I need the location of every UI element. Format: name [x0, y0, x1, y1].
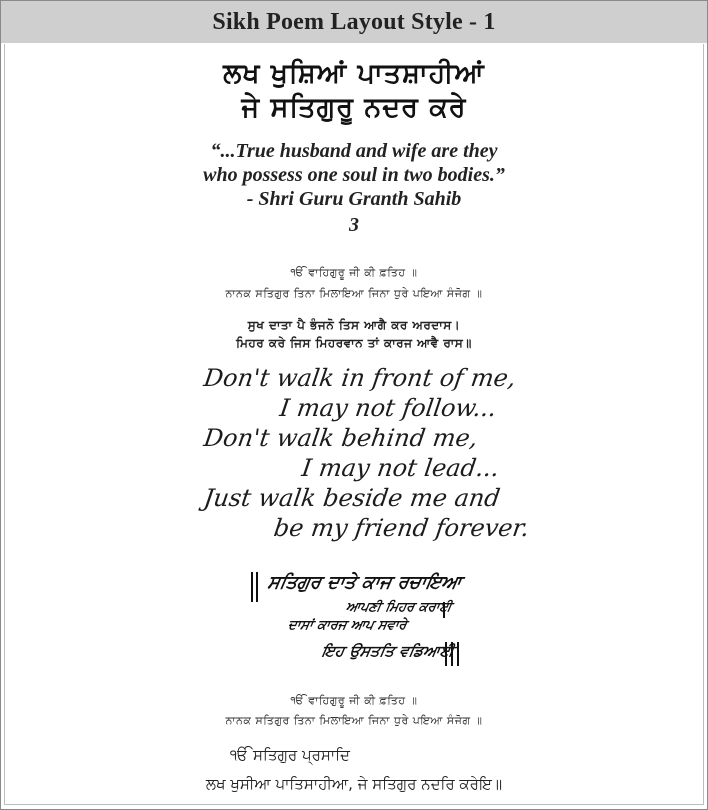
poem-line-1: Don't walk in front of me,	[202, 364, 518, 392]
poem-line-3: Don't walk behind me,	[202, 424, 480, 452]
poem-line-4: I may not lead...	[300, 454, 501, 482]
quote-line-1: “...True husband and wife are they	[210, 140, 498, 162]
calligraphy-line-3: ਦਾਸਾਂ ਕਾਰਜ ਆਪ ਸਵਾਰੇ	[286, 618, 408, 633]
poem-line-5: Just walk beside me and	[202, 484, 502, 512]
blessing-line-1: ੴ ਵਾਹਿਗੁਰੂ ਜੀ ਕੀ ਫ਼ਤਿਹ ॥	[290, 266, 418, 279]
footer-verse-line-1: ੴ ਸਤਿਗੁਰ ਪ੍ਰਸਾਦਿ	[230, 746, 350, 764]
verse-line-2: ਮਿਹਰ ਕਰੇ ਜਿਸ ਮਿਹਰਵਾਨ ਤਾਂ ਕਾਰਜ ਆਵੈ ਰਾਸ॥	[236, 336, 472, 350]
page-number: 3	[349, 214, 359, 236]
blessing-2-line-2: ਨਾਨਕ ਸਤਿਗੁਰ ਤਿਨਾ ਮਿਲਾਇਆ ਜਿਨਾ ਧੁਰੇ ਪਇਆ ਸੰਜੋਗ ॥	[225, 714, 483, 727]
title-bar	[1, 1, 707, 43]
footer-verse-line-2: ਲਖ ਖੁਸੀਆ ਪਾਤਿਸਾਹੀਆ, ਜੇ ਸਤਿਗੁਰ ਨਦਰਿ ਕਰੇਇ॥	[205, 775, 503, 793]
poem-line-2: I may not follow...	[278, 394, 499, 422]
blessing-line-2: ਨਾਨਕ ਸਤਿਗੁਰ ਤਿਨਾ ਮਿਲਾਇਆ ਜਿਨਾ ਧੁਰੇ ਪਇਆ ਸੰਜੋਗ ॥	[225, 287, 483, 300]
page-title: Sikh Poem Layout Style - 1	[212, 8, 496, 35]
quote-attribution: - Shri Guru Granth Sahib	[246, 188, 462, 210]
verse-line-1: ਸੁਖ ਦਾਤਾ ਪੈ ਭੰਜਨੋ ਤਿਸ ਆਗੈ ਕਰ ਅਰਦਾਸ।	[247, 318, 461, 332]
calligraphy-line-2: ਆਪਣੀ ਮਿਹਰ ਕਰਾਈ	[344, 600, 453, 615]
quote-line-2: who possess one soul in two bodies.”	[203, 164, 505, 186]
poem-line-6: be my friend forever.	[272, 514, 532, 542]
calligraphy-line-1: ਸਤਿਗੁਰ ਦਾਤੇ ਕਾਜ ਰਚਾਇਆ	[266, 572, 464, 593]
calligraphy-line-4: ਇਹ ਉਸਤਤਿ ਵਡਿਆਈ	[320, 642, 456, 660]
gurmukhi-heading-line-2: ਜੇ ਸਤਿਗੁਰੂ ਨਦਰ ਕਰੇ	[241, 92, 467, 123]
blessing-2-line-1: ੴ ਵਾਹਿਗੁਰੂ ਜੀ ਕੀ ਫ਼ਤਿਹ ॥	[290, 694, 418, 707]
gurmukhi-heading-line-1: ਲਖ ਖੁਸ਼ਿਆਂ ਪਾਤਸ਼ਾਹੀਆਂ	[223, 58, 485, 89]
